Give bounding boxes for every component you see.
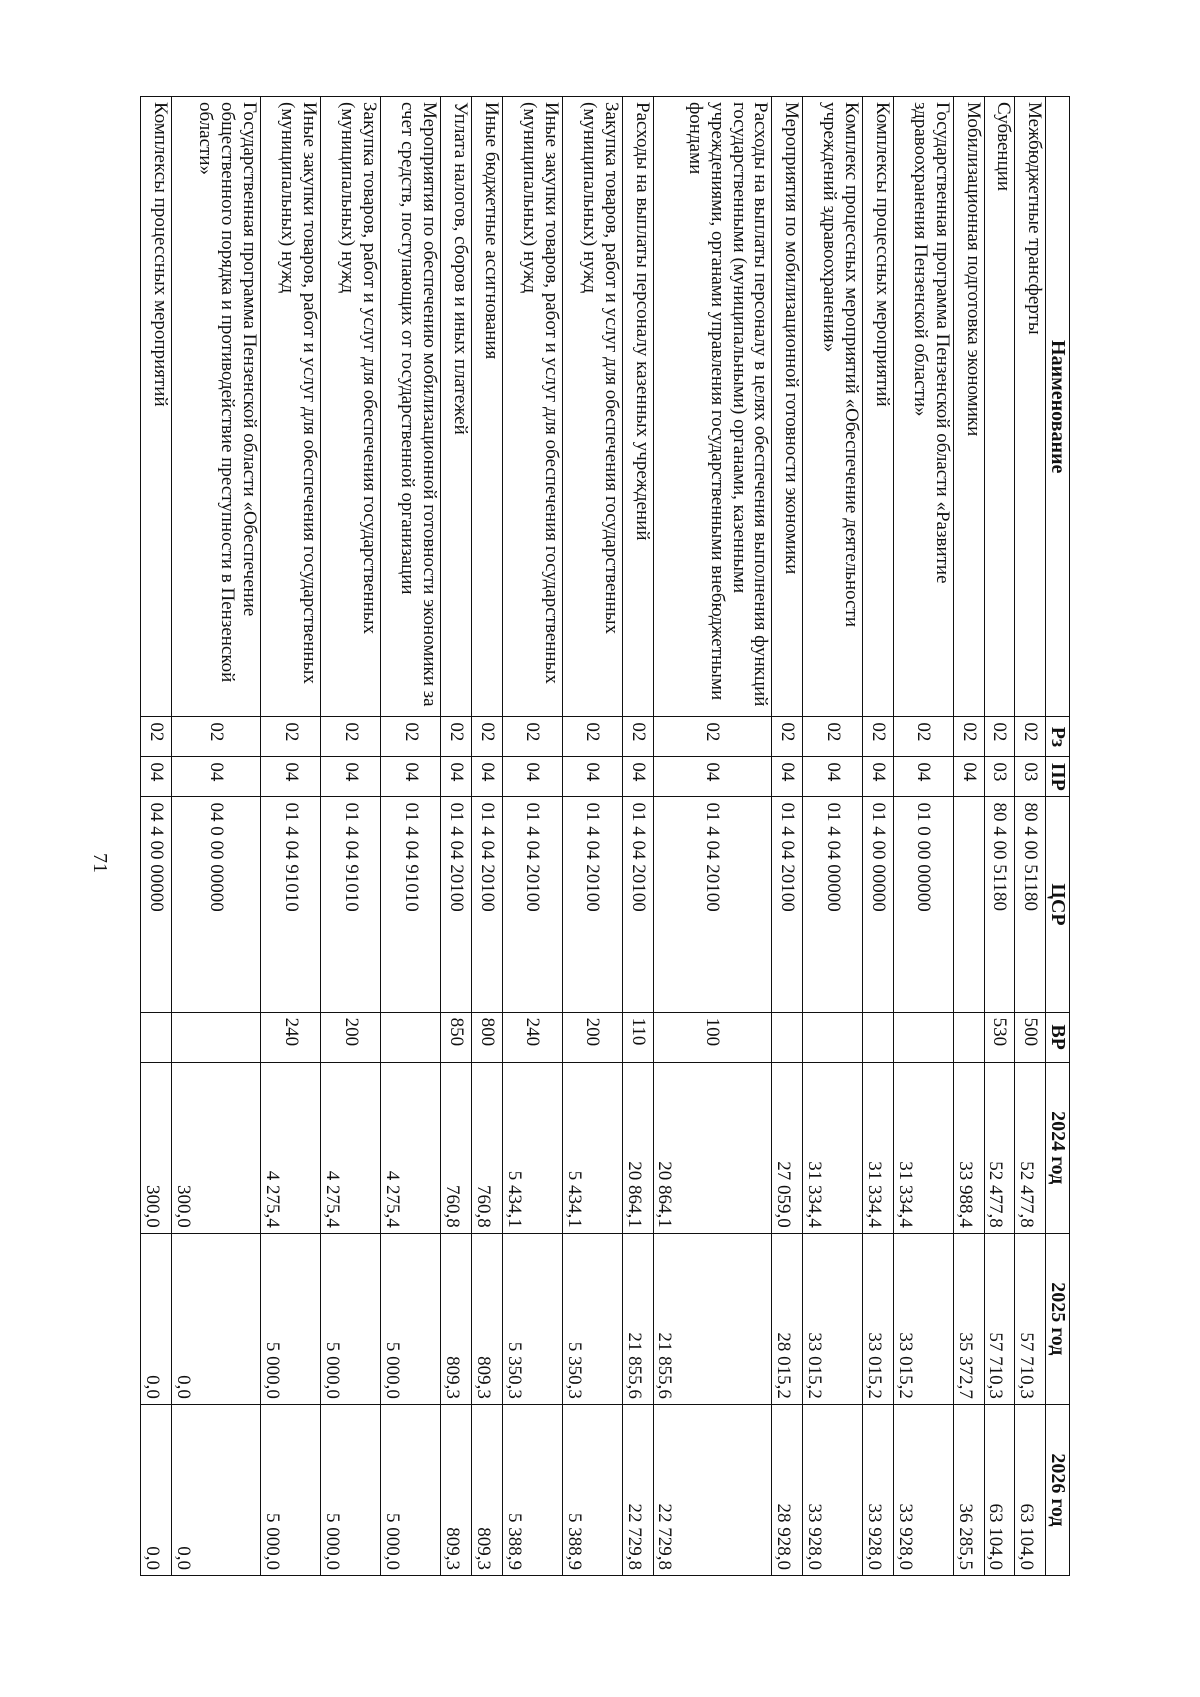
table-row (953, 97, 984, 1576)
row-2024: 20 864,1 (653, 1062, 772, 1233)
row-name: Комплексы процессных мероприятий (863, 97, 894, 717)
row-vr (772, 1012, 803, 1062)
row-rz: 02 (984, 717, 1015, 757)
row-rz: 02 (1015, 717, 1046, 757)
row-2026: 5 000,0 (261, 1404, 321, 1575)
row-rz: 02 (502, 717, 562, 757)
row-csr: 01 4 04 91010 (261, 797, 321, 1012)
budget-table (140, 96, 1070, 1576)
row-pr: 04 (893, 757, 953, 797)
row-2024: 300,0 (171, 1062, 260, 1233)
row-name: Закупка товаров, работ и услуг для обеспечения государственных (муниципальных) нужд (321, 97, 381, 717)
row-2025: 5 350,3 (562, 1233, 622, 1404)
row-2025: 33 015,2 (893, 1233, 953, 1404)
row-2025: 0,0 (141, 1233, 172, 1404)
page-number: 71 (89, 853, 111, 873)
row-vr (171, 1012, 260, 1062)
row-pr: 04 (622, 757, 653, 797)
row-2024: 760,8 (472, 1062, 503, 1233)
row-csr: 04 0 00 00000 (171, 797, 260, 1012)
row-rz: 02 (893, 717, 953, 757)
row-2024: 31 334,4 (863, 1062, 894, 1233)
row-2024: 20 864,1 (622, 1062, 653, 1233)
row-2025: 57 710,3 (1015, 1233, 1046, 1404)
row-name: Межбюджетные трансферты (1015, 97, 1046, 717)
row-2026: 809,3 (441, 1404, 472, 1575)
row-rz: 02 (441, 717, 472, 757)
row-2026: 5 000,0 (321, 1404, 381, 1575)
row-vr: 110 (622, 1012, 653, 1062)
row-2025: 809,3 (472, 1233, 503, 1404)
row-rz: 02 (803, 717, 863, 757)
row-2024: 31 334,4 (893, 1062, 953, 1233)
row-vr (863, 1012, 894, 1062)
row-vr: 500 (1015, 1012, 1046, 1062)
row-pr: 04 (562, 757, 622, 797)
row-rz: 02 (772, 717, 803, 757)
row-2026: 5 000,0 (381, 1404, 441, 1575)
row-csr: 01 4 04 20100 (472, 797, 503, 1012)
row-name: Мероприятия по обеспечению мобилизационной готовности экономики за счет средств, поступающих от государственной организации (381, 97, 441, 717)
row-pr: 04 (171, 757, 260, 797)
row-2026: 36 285,5 (953, 1404, 984, 1575)
row-2025: 35 372,7 (953, 1233, 984, 1404)
row-csr: 01 4 04 20100 (562, 797, 622, 1012)
row-rz: 02 (261, 717, 321, 757)
row-rz: 02 (321, 717, 381, 757)
table-row (622, 97, 653, 1576)
row-2024: 33 988,4 (953, 1062, 984, 1233)
row-name: Мероприятия по мобилизационной готовности экономики (772, 97, 803, 717)
row-2025: 21 855,6 (653, 1233, 772, 1404)
row-csr: 01 4 04 00000 (803, 797, 863, 1012)
table-row (261, 97, 321, 1576)
table-row (502, 97, 562, 1576)
row-2024: 760,8 (441, 1062, 472, 1233)
row-name: Расходы на выплаты персоналу в целях обеспечения выполнения функций государственными (муниципальными) органами, казенными учреждениями, органами управления государственными внебюджетными фондами (653, 97, 772, 717)
header-2024: 2024 год (1046, 1062, 1070, 1233)
row-rz: 02 (381, 717, 441, 757)
table-row (803, 97, 863, 1576)
row-2026: 0,0 (171, 1404, 260, 1575)
row-pr: 04 (772, 757, 803, 797)
row-2026: 5 388,9 (502, 1404, 562, 1575)
table-body (141, 97, 1046, 1576)
table-row (984, 97, 1015, 1576)
row-pr: 04 (472, 757, 503, 797)
row-2026: 33 928,0 (893, 1404, 953, 1575)
row-2024: 4 275,4 (261, 1062, 321, 1233)
row-vr: 200 (321, 1012, 381, 1062)
row-pr: 04 (863, 757, 894, 797)
table-row (472, 97, 503, 1576)
row-2024: 4 275,4 (381, 1062, 441, 1233)
row-rz: 02 (953, 717, 984, 757)
row-vr: 200 (562, 1012, 622, 1062)
header-vr: ВР (1046, 1012, 1070, 1062)
row-2026: 22 729,8 (653, 1404, 772, 1575)
row-csr: 01 4 04 20100 (653, 797, 772, 1012)
row-2026: 63 104,0 (1015, 1404, 1046, 1575)
table-row (893, 97, 953, 1576)
row-name: Уплата налогов, сборов и иных платежей (441, 97, 472, 717)
row-pr: 04 (141, 757, 172, 797)
row-2024: 5 434,1 (502, 1062, 562, 1233)
row-2025: 28 015,2 (772, 1233, 803, 1404)
row-vr: 530 (984, 1012, 1015, 1062)
row-pr: 04 (441, 757, 472, 797)
row-csr: 01 4 04 91010 (321, 797, 381, 1012)
row-csr: 80 4 00 51180 (1015, 797, 1046, 1012)
row-2026: 28 928,0 (772, 1404, 803, 1575)
row-name: Комплекс процессных мероприятий «Обеспечение деятельности учреждений здравоохранения» (803, 97, 863, 717)
row-vr (953, 1012, 984, 1062)
row-vr: 800 (472, 1012, 503, 1062)
row-vr: 850 (441, 1012, 472, 1062)
row-2026: 33 928,0 (863, 1404, 894, 1575)
row-csr: 01 4 04 20100 (772, 797, 803, 1012)
row-2025: 21 855,6 (622, 1233, 653, 1404)
row-rz: 02 (863, 717, 894, 757)
row-pr: 04 (953, 757, 984, 797)
row-2025: 33 015,2 (863, 1233, 894, 1404)
row-2026: 22 729,8 (622, 1404, 653, 1575)
table-row (562, 97, 622, 1576)
row-csr (953, 797, 984, 1012)
row-rz: 02 (562, 717, 622, 757)
row-pr: 03 (1015, 757, 1046, 797)
row-name: Государственная программа Пензенской области «Развитие здравоохранения Пензенской области» (893, 97, 953, 717)
row-2024: 4 275,4 (321, 1062, 381, 1233)
row-vr (803, 1012, 863, 1062)
row-2026: 0,0 (141, 1404, 172, 1575)
row-rz: 02 (472, 717, 503, 757)
row-rz: 02 (653, 717, 772, 757)
table-row (653, 97, 772, 1576)
row-2025: 5 000,0 (381, 1233, 441, 1404)
header-csr: ЦСР (1046, 797, 1070, 1012)
row-csr: 01 4 04 20100 (622, 797, 653, 1012)
row-2025: 809,3 (441, 1233, 472, 1404)
row-2026: 5 388,9 (562, 1404, 622, 1575)
row-rz: 02 (141, 717, 172, 757)
row-2025: 57 710,3 (984, 1233, 1015, 1404)
row-vr: 100 (653, 1012, 772, 1062)
row-csr: 01 4 00 00000 (863, 797, 894, 1012)
row-vr (141, 1012, 172, 1062)
row-2026: 809,3 (472, 1404, 503, 1575)
row-pr: 04 (502, 757, 562, 797)
row-name: Мобилизационная подготовка экономики (953, 97, 984, 717)
row-pr: 03 (984, 757, 1015, 797)
row-2025: 5 000,0 (261, 1233, 321, 1404)
budget-table-container (140, 96, 1070, 1576)
header-rz: Рз (1046, 717, 1070, 757)
row-csr: 01 0 00 00000 (893, 797, 953, 1012)
row-name: Комплексы процессных мероприятий (141, 97, 172, 717)
header-pr: ПР (1046, 757, 1070, 797)
table-row (171, 97, 260, 1576)
row-name: Закупка товаров, работ и услуг для обеспечения государственных (муниципальных) нужд (562, 97, 622, 717)
row-pr: 04 (803, 757, 863, 797)
table-row (321, 97, 381, 1576)
row-pr: 04 (321, 757, 381, 797)
header-2026: 2026 год (1046, 1404, 1070, 1575)
row-vr (893, 1012, 953, 1062)
row-csr: 04 4 00 00000 (141, 797, 172, 1012)
row-rz: 02 (622, 717, 653, 757)
row-name: Субвенции (984, 97, 1015, 717)
row-name: Государственная программа Пензенской области «Обеспечение общественного порядка и противодействие преступности в Пензенской области» (171, 97, 260, 717)
row-name: Иные закупки товаров, работ и услуг для обеспечения государственных (муниципальных) нужд (502, 97, 562, 717)
row-2024: 27 059,0 (772, 1062, 803, 1233)
row-2025: 33 015,2 (803, 1233, 863, 1404)
table-row (381, 97, 441, 1576)
table-row (141, 97, 172, 1576)
table-row (863, 97, 894, 1576)
row-2024: 5 434,1 (562, 1062, 622, 1233)
row-vr: 240 (261, 1012, 321, 1062)
header-2025: 2025 год (1046, 1233, 1070, 1404)
row-2025: 5 350,3 (502, 1233, 562, 1404)
row-name: Расходы на выплаты персоналу казенных учреждений (622, 97, 653, 717)
row-2024: 52 477,8 (1015, 1062, 1046, 1233)
row-2024: 52 477,8 (984, 1062, 1015, 1233)
row-csr: 80 4 00 51180 (984, 797, 1015, 1012)
row-csr: 01 4 04 20100 (502, 797, 562, 1012)
row-csr: 01 4 04 91010 (381, 797, 441, 1012)
row-name: Иные бюджетные ассигнования (472, 97, 503, 717)
row-vr: 240 (502, 1012, 562, 1062)
table-header-row (1046, 97, 1070, 1576)
row-2025: 5 000,0 (321, 1233, 381, 1404)
row-pr: 04 (381, 757, 441, 797)
row-vr (381, 1012, 441, 1062)
row-2024: 31 334,4 (803, 1062, 863, 1233)
row-2024: 300,0 (141, 1062, 172, 1233)
header-name: Наименование (1046, 97, 1070, 717)
table-row (441, 97, 472, 1576)
table-row (772, 97, 803, 1576)
row-pr: 04 (653, 757, 772, 797)
table-row (1015, 97, 1046, 1576)
row-rz: 02 (171, 717, 260, 757)
row-2026: 63 104,0 (984, 1404, 1015, 1575)
row-pr: 04 (261, 757, 321, 797)
row-2026: 33 928,0 (803, 1404, 863, 1575)
row-csr: 01 4 04 20100 (441, 797, 472, 1012)
row-name: Иные закупки товаров, работ и услуг для обеспечения государственных (муниципальных) нужд (261, 97, 321, 717)
row-2025: 0,0 (171, 1233, 260, 1404)
